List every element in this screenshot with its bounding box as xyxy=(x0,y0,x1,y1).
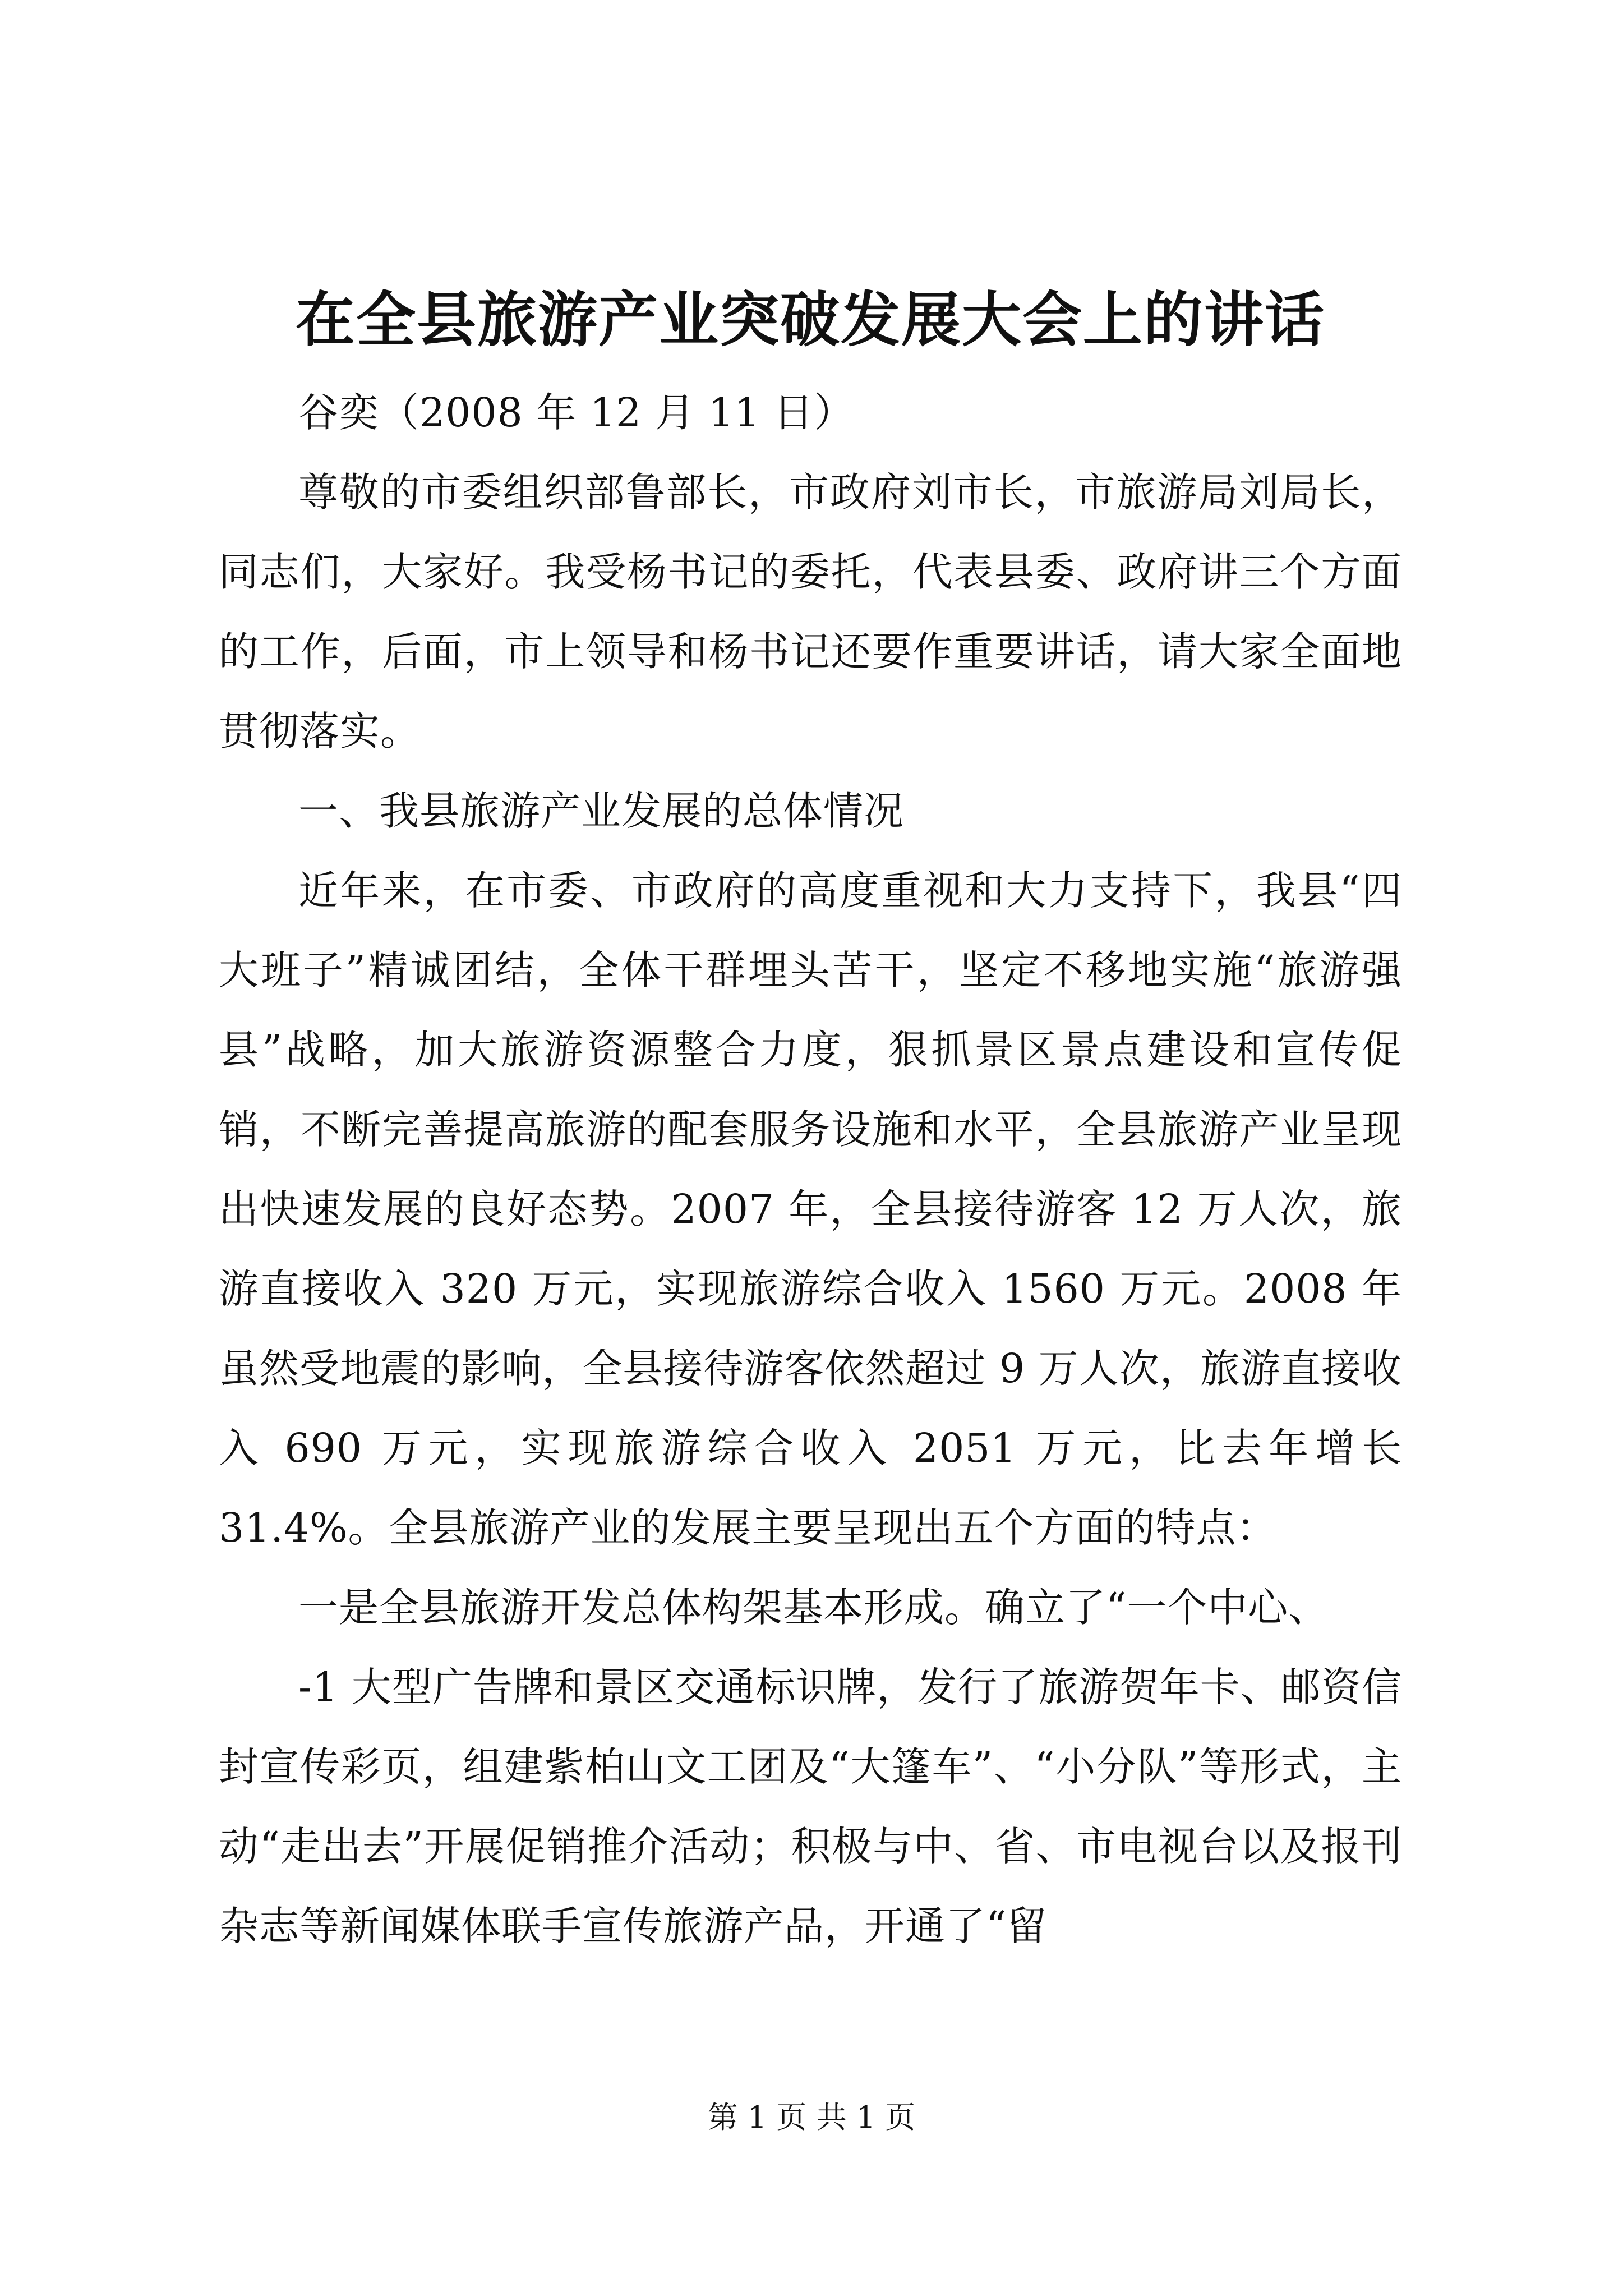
paragraph-promotion: -1 大型广告牌和景区交通标识牌，发行了旅游贺年卡、邮资信封宣传彩页，组建紫柏山文工团及“大篷车”、“小分队”等形式，主动“走出去”开展促销推介活动；积极与中、省、市电视台以及报刊杂志等新闻媒体联手宣传旅游产品，开通了“留 xyxy=(219,1664,1402,1949)
paragraph-overview: 近年来，在市委、市政府的高度重视和大力支持下，我县“四大班子”精诚团结，全体干群埋头苦干，坚定不移地实施“旅游强县”战略，加大旅游资源整合力度，狠抓景区景点建设和宣传促销，不断完善提高旅游的配套服务设施和水平，全县旅游产业呈现出快速发展的良好态势。2007 年，全县接待游客 12 万人次，旅游直接收入 320 万元，实现旅游综合收入 1560 万元。2008 年虽然受地震的影响，全县接待游客依然超过 9 万人次，旅游直接收入 690 万元，实现旅游综合收入 2051 万元，比去年增长 31.4%。全县旅游产业的发展主要呈现出五个方面的特点： xyxy=(219,867,1402,1551)
page-footer: 第 1 页 共 1 页 xyxy=(707,2100,916,2135)
paragraph-greeting: 尊敬的市委组织部鲁部长，市政府刘市长，市旅游局刘局长，同志们，大家好。我受杨书记的委托，代表县委、政府讲三个方面的工作，后面，市上领导和杨书记还要作重要讲话，请大家全面地贯彻落实。 xyxy=(219,469,1402,754)
byline: 谷奕（2008 年 12 月 11 日） xyxy=(298,389,855,436)
paragraph-point-one: 一是全县旅游开发总体构架基本形成。确立了“一个中心、 xyxy=(298,1584,1329,1631)
document-body xyxy=(219,373,1402,1966)
section-heading: 一、我县旅游产业发展的总体情况 xyxy=(298,788,905,834)
document-title: 在全县旅游产业突破发展大会上的讲话 xyxy=(296,284,1325,355)
